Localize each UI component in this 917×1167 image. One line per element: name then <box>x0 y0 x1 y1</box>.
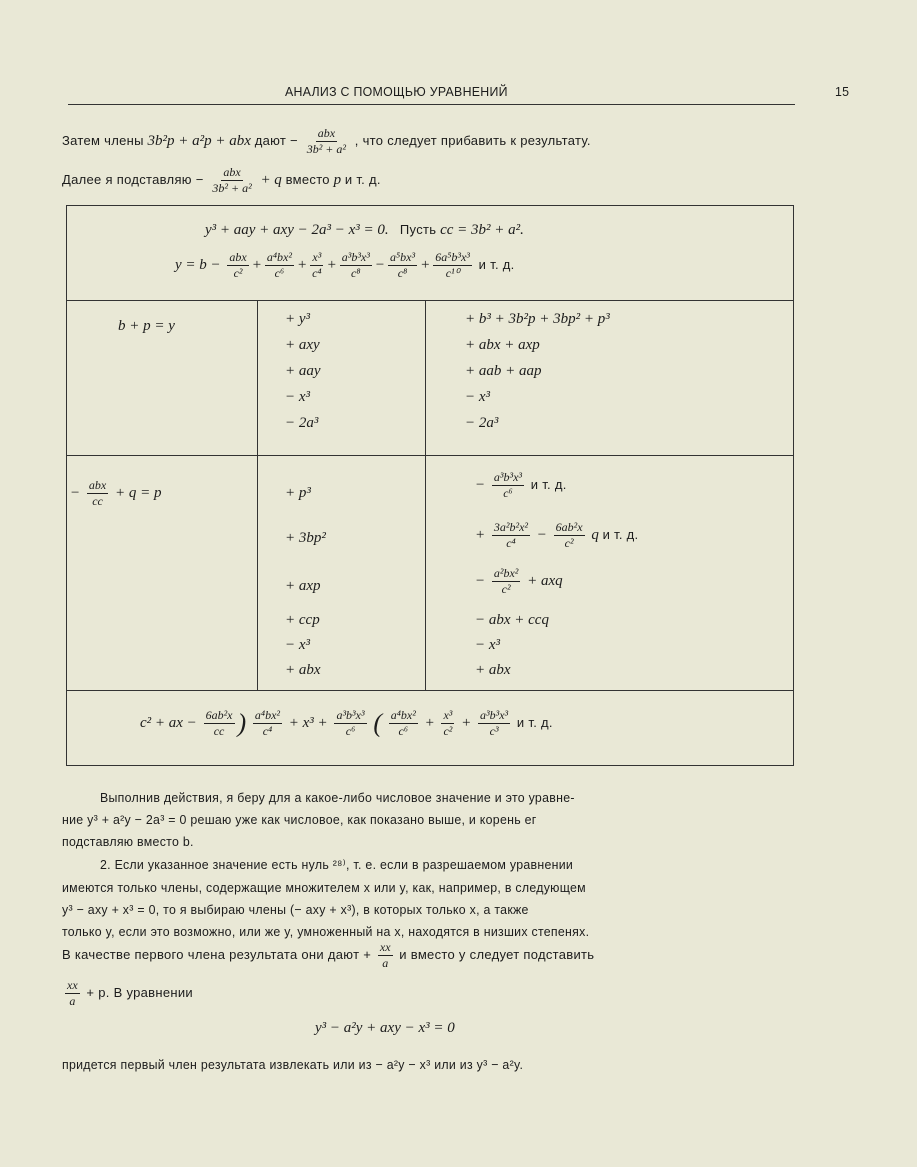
denominator: c² <box>443 724 453 738</box>
paragraph-2 <box>62 165 381 196</box>
math: + x³ + <box>288 714 328 731</box>
text: , что следует прибавить к результату. <box>354 132 591 148</box>
text: дают − <box>254 132 298 148</box>
numerator: a³b³x³ <box>493 470 522 484</box>
numerator: x³ <box>443 708 453 722</box>
term: + aab + aap <box>465 363 542 379</box>
term: − x³ <box>285 637 311 653</box>
numerator: a⁴bx² <box>266 250 292 264</box>
math: − <box>70 484 81 501</box>
text: и т. д. <box>530 476 567 492</box>
math: q <box>591 526 599 543</box>
numerator: abx <box>88 478 107 492</box>
fraction <box>204 708 235 739</box>
equation-1 <box>205 222 524 239</box>
paragraph-4 <box>62 978 193 1009</box>
text: + p. В уравнении <box>86 984 193 1000</box>
numerator: 6ab²x <box>555 520 583 534</box>
denominator: c⁶ <box>503 486 513 500</box>
math: cc = 3b² + a². <box>440 222 524 238</box>
fraction <box>378 940 393 971</box>
denominator: c⁶ <box>345 724 356 738</box>
row2-left <box>70 478 161 509</box>
sign: + <box>251 256 262 273</box>
numerator: abx <box>229 250 247 264</box>
text: и т. д. <box>478 256 515 272</box>
term: − 2a³ <box>465 415 499 431</box>
numerator: a⁴bx² <box>390 708 416 722</box>
numerator: a⁵bx³ <box>389 250 416 264</box>
denominator: c² <box>233 266 243 280</box>
fraction <box>265 250 294 281</box>
sign: − <box>374 256 385 273</box>
numerator: xx <box>379 940 391 954</box>
term: − x³ <box>475 637 501 653</box>
fraction <box>305 126 348 157</box>
paragraph-1 <box>62 126 591 157</box>
body-line: 2. Если указанное значение есть нуль ²⁸⁾, т. е. если в разрешаемом уравнении <box>100 857 574 872</box>
body-line: имеются только члены, содержащие множителем x или y, как, например, в следующем <box>62 880 586 895</box>
centered-equation: y³ − a²y + axy − x³ = 0 <box>315 1020 455 1036</box>
row1-left: b + p = y <box>118 318 175 334</box>
fraction <box>227 250 248 281</box>
numerator: a²bx² <box>493 566 519 580</box>
numerator: 6ab²x <box>205 708 233 722</box>
text: В качестве первого члена результата они дают + <box>62 946 372 962</box>
sign: + <box>326 256 337 273</box>
denominator: c⁴ <box>506 536 516 550</box>
fraction <box>210 165 253 196</box>
text: Далее я подставляю − <box>62 171 204 187</box>
header-rule <box>68 104 795 105</box>
rule <box>793 205 794 765</box>
final-row: c² + ax − $\frac{\text{6ab²x}}{cc}$ ) $\frac{\text{a⁴bx²}}{\text{c⁴}}$ + x³ + $\frac{\text{a³b³x³}}{\text{c⁶}}$ ( $\frac{\text{a⁴bx²}}{\text{c⁶}}$ + $\frac{\text{x³}}{\text{c²}}$ + $\frac{\text{a³b³x³}}{\text{c³}}$ и т. д. <box>140 708 553 738</box>
row2-right-1 <box>475 470 567 501</box>
sign: + <box>420 256 431 273</box>
text: Затем члены <box>62 132 144 148</box>
body-line: Выполнив действия, я беру для a какое-либо числовое значение и это уравне- <box>100 790 575 805</box>
denominator: cc <box>92 494 103 508</box>
fraction <box>310 250 324 281</box>
series-expansion <box>175 250 515 281</box>
term: − x³ <box>465 389 491 405</box>
text: и т. д. <box>602 526 639 542</box>
denominator: c¹⁰ <box>445 266 460 280</box>
body-line: только y, если это возможно, или же y, умноженный на x, находятся в низших степенях. <box>62 924 590 939</box>
fraction <box>441 708 454 739</box>
fraction <box>478 708 510 739</box>
body-line: подставляю вместо b. <box>62 834 194 849</box>
denominator: c⁸ <box>397 266 408 280</box>
sign: + <box>296 256 308 273</box>
term: − abx + ccq <box>475 612 549 628</box>
math: + q <box>260 171 282 188</box>
text: Пусть <box>399 222 437 237</box>
fraction <box>492 566 521 597</box>
numerator: xx <box>67 978 78 992</box>
denominator: c³ <box>489 724 499 738</box>
denominator: c² <box>564 536 574 550</box>
body-line: придется первый член результата извлекать или из − a²y − x³ или из y³ − a²y. <box>62 1057 524 1072</box>
denominator: a <box>69 994 76 1008</box>
fraction <box>340 250 372 281</box>
math: − <box>536 526 547 543</box>
text: и вместо y следует подставить <box>399 946 595 962</box>
rule <box>66 690 794 691</box>
body-line: y³ − axy + x³ = 0, то я выбираю члены (− axy + x³), в которых только x, а также <box>62 902 529 917</box>
numerator: abx <box>317 126 336 140</box>
text: и т. д. <box>516 714 553 730</box>
denominator: 3b² + a² <box>212 181 252 195</box>
denominator: a <box>382 956 389 970</box>
numerator: 6a⁵b³x³ <box>435 250 470 264</box>
term: + abx + axp <box>465 337 540 353</box>
denominator: c⁶ <box>398 724 409 738</box>
fraction <box>433 250 472 281</box>
math: c² + ax − <box>140 714 197 731</box>
denominator: cc <box>213 724 225 738</box>
term: + abx <box>475 662 511 678</box>
term: − 2a³ <box>285 415 319 431</box>
text: и т. д. <box>344 171 381 187</box>
numerator: a⁴bx² <box>254 708 281 722</box>
fraction <box>554 520 585 551</box>
fraction <box>334 708 366 739</box>
denominator: c⁴ <box>312 266 322 280</box>
rule <box>66 300 794 301</box>
rule <box>66 765 794 766</box>
paragraph-3 <box>62 940 594 971</box>
page-number: 15 <box>835 84 850 99</box>
math: p <box>333 171 342 188</box>
body-line: ние y³ + a²y − 2a³ = 0 решаю уже как числовое, как показано выше, и корень ег <box>62 812 537 827</box>
denominator: c⁴ <box>262 724 273 738</box>
math: + q = p <box>114 484 162 501</box>
math: + <box>475 526 486 543</box>
fraction <box>389 708 418 739</box>
term: + abx <box>285 662 321 678</box>
denominator: 3b² + a² <box>306 142 346 156</box>
numerator: a³b³x³ <box>341 250 370 264</box>
math: 3b²p + a²p + abx <box>147 132 251 149</box>
term: − x³ <box>285 389 311 405</box>
math: − <box>475 572 486 589</box>
row2-right-2 <box>475 520 638 551</box>
text: вместо <box>285 171 330 187</box>
fraction <box>388 250 417 281</box>
denominator: c⁶ <box>274 266 285 280</box>
numerator: a³b³x³ <box>480 708 509 722</box>
row1-right <box>465 306 610 436</box>
math: y³ + aay + axy − 2a³ − x³ = 0. <box>205 222 389 238</box>
term: + b³ + 3b²p + 3bp² + p³ <box>465 311 610 327</box>
rule <box>66 205 794 206</box>
row1-middle <box>285 306 321 436</box>
fraction <box>87 478 108 509</box>
term: + axy <box>285 337 320 353</box>
numerator: abx <box>223 165 241 179</box>
term: + ccp <box>285 612 320 628</box>
row2-right-3 <box>475 566 563 597</box>
numerator: 3a²b²x² <box>493 520 528 534</box>
term: + 3bp² <box>285 530 326 546</box>
fraction <box>253 708 282 739</box>
term: + aay <box>285 363 321 379</box>
term: + axp <box>285 578 321 594</box>
denominator: c² <box>501 582 511 596</box>
term: + y³ <box>285 311 311 327</box>
fraction <box>492 470 524 501</box>
numerator: a³b³x³ <box>336 708 365 722</box>
rule <box>66 455 794 456</box>
math: y = b − <box>175 256 221 273</box>
numerator: x³ <box>312 250 322 264</box>
fraction <box>65 978 80 1009</box>
math: − <box>475 476 486 493</box>
denominator: c⁸ <box>351 266 361 280</box>
running-header: АНАЛИЗ С ПОМОЩЬЮ УРАВНЕНИЙ <box>285 84 508 99</box>
fraction <box>492 520 530 551</box>
math: + axq <box>527 572 563 589</box>
rule <box>425 300 426 690</box>
rule <box>66 205 67 765</box>
term: + p³ <box>285 485 311 501</box>
rule <box>257 300 258 690</box>
